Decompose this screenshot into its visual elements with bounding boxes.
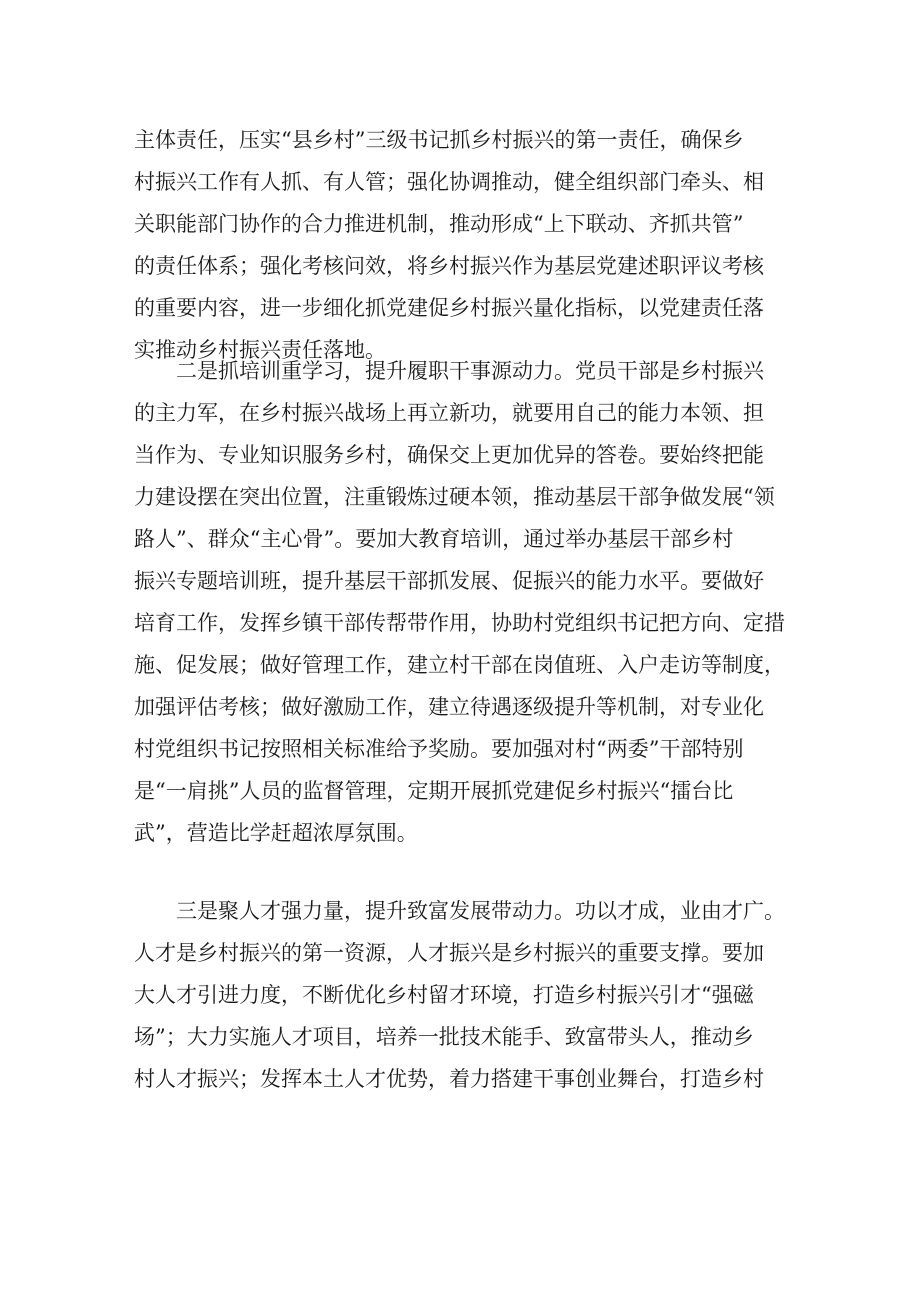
text-line: 场”；大力实施人才项目，培养一批技术能手、致富带头人，推动乡 xyxy=(134,1025,754,1049)
text-line: 施、促发展；做好管理工作，建立村干部在岗值班、入户走访等制度， xyxy=(134,653,785,677)
text-line: 村振兴工作有人抓、有人管；强化协调推动，健全组织部门牵头、相 xyxy=(134,170,764,194)
text-line: 三是聚人才强力量，提升致富发展带动力。功以才成，业由才广。 xyxy=(134,899,785,923)
text-line: 村人才振兴；发挥本土人才优势，着力搭建干事创业舞台，打造乡村 xyxy=(134,1067,764,1091)
text-line: 人才是乡村振兴的第一资源，人才振兴是乡村振兴的重要支撑。要加 xyxy=(134,941,764,965)
text-line: 主体责任，压实“县乡村”三级书记抓乡村振兴的第一责任，确保乡 xyxy=(134,128,744,152)
paragraph-1 xyxy=(134,119,824,371)
text-line: 实推动乡村振兴责任落地。 xyxy=(134,338,386,362)
text-line: 加强评估考核；做好激励工作，建立待遇逐级提升等机制，对专业化 xyxy=(134,695,764,719)
text-line: 力建设摆在突出位置，注重锻炼过硬本领，推动基层干部争做发展“领 xyxy=(134,485,775,509)
text-line: 当作为、专业知识服务乡村，确保交上更加优异的答卷。要始终把能 xyxy=(134,443,764,467)
text-line: 路人”、群众“主心骨”。要加大教育培训，通过举办基层干部乡村 xyxy=(134,527,734,551)
text-line: 培育工作，发挥乡镇干部传帮带作用，协助村党组织书记把方向、定措 xyxy=(134,611,785,635)
text-line: 二是抓培训重学习，提升履职干事源动力。党员干部是乡村振兴 xyxy=(134,359,764,383)
text-line: 村党组织书记按照相关标准给予奖励。要加强对村“两委”干部特别 xyxy=(134,737,744,761)
text-line: 的重要内容，进一步细化抓党建促乡村振兴量化指标，以党建责任落 xyxy=(134,296,764,320)
paragraph-2 xyxy=(134,350,824,854)
text-line: 的主力军，在乡村振兴战场上再立新功，就要用自己的能力本领、担 xyxy=(134,401,764,425)
text-line: 振兴专题培训班，提升基层干部抓发展、促振兴的能力水平。要做好 xyxy=(134,569,764,593)
text-line: 关职能部门协作的合力推进机制，推动形成“上下联动、齐抓共管” xyxy=(134,212,744,236)
text-line: 是“一肩挑”人员的监督管理，定期开展抓党建促乡村振兴“擂台比 xyxy=(134,779,734,803)
text-line: 的责任体系；强化考核问效，将乡村振兴作为基层党建述职评议考核 xyxy=(134,254,764,278)
paragraph-3 xyxy=(134,890,824,1100)
text-line: 大人才引进力度，不断优化乡村留才环境，打造乡村振兴引才“强磁 xyxy=(134,983,754,1007)
text-line: 武”，营造比学赶超浓厚氛围。 xyxy=(134,821,418,845)
